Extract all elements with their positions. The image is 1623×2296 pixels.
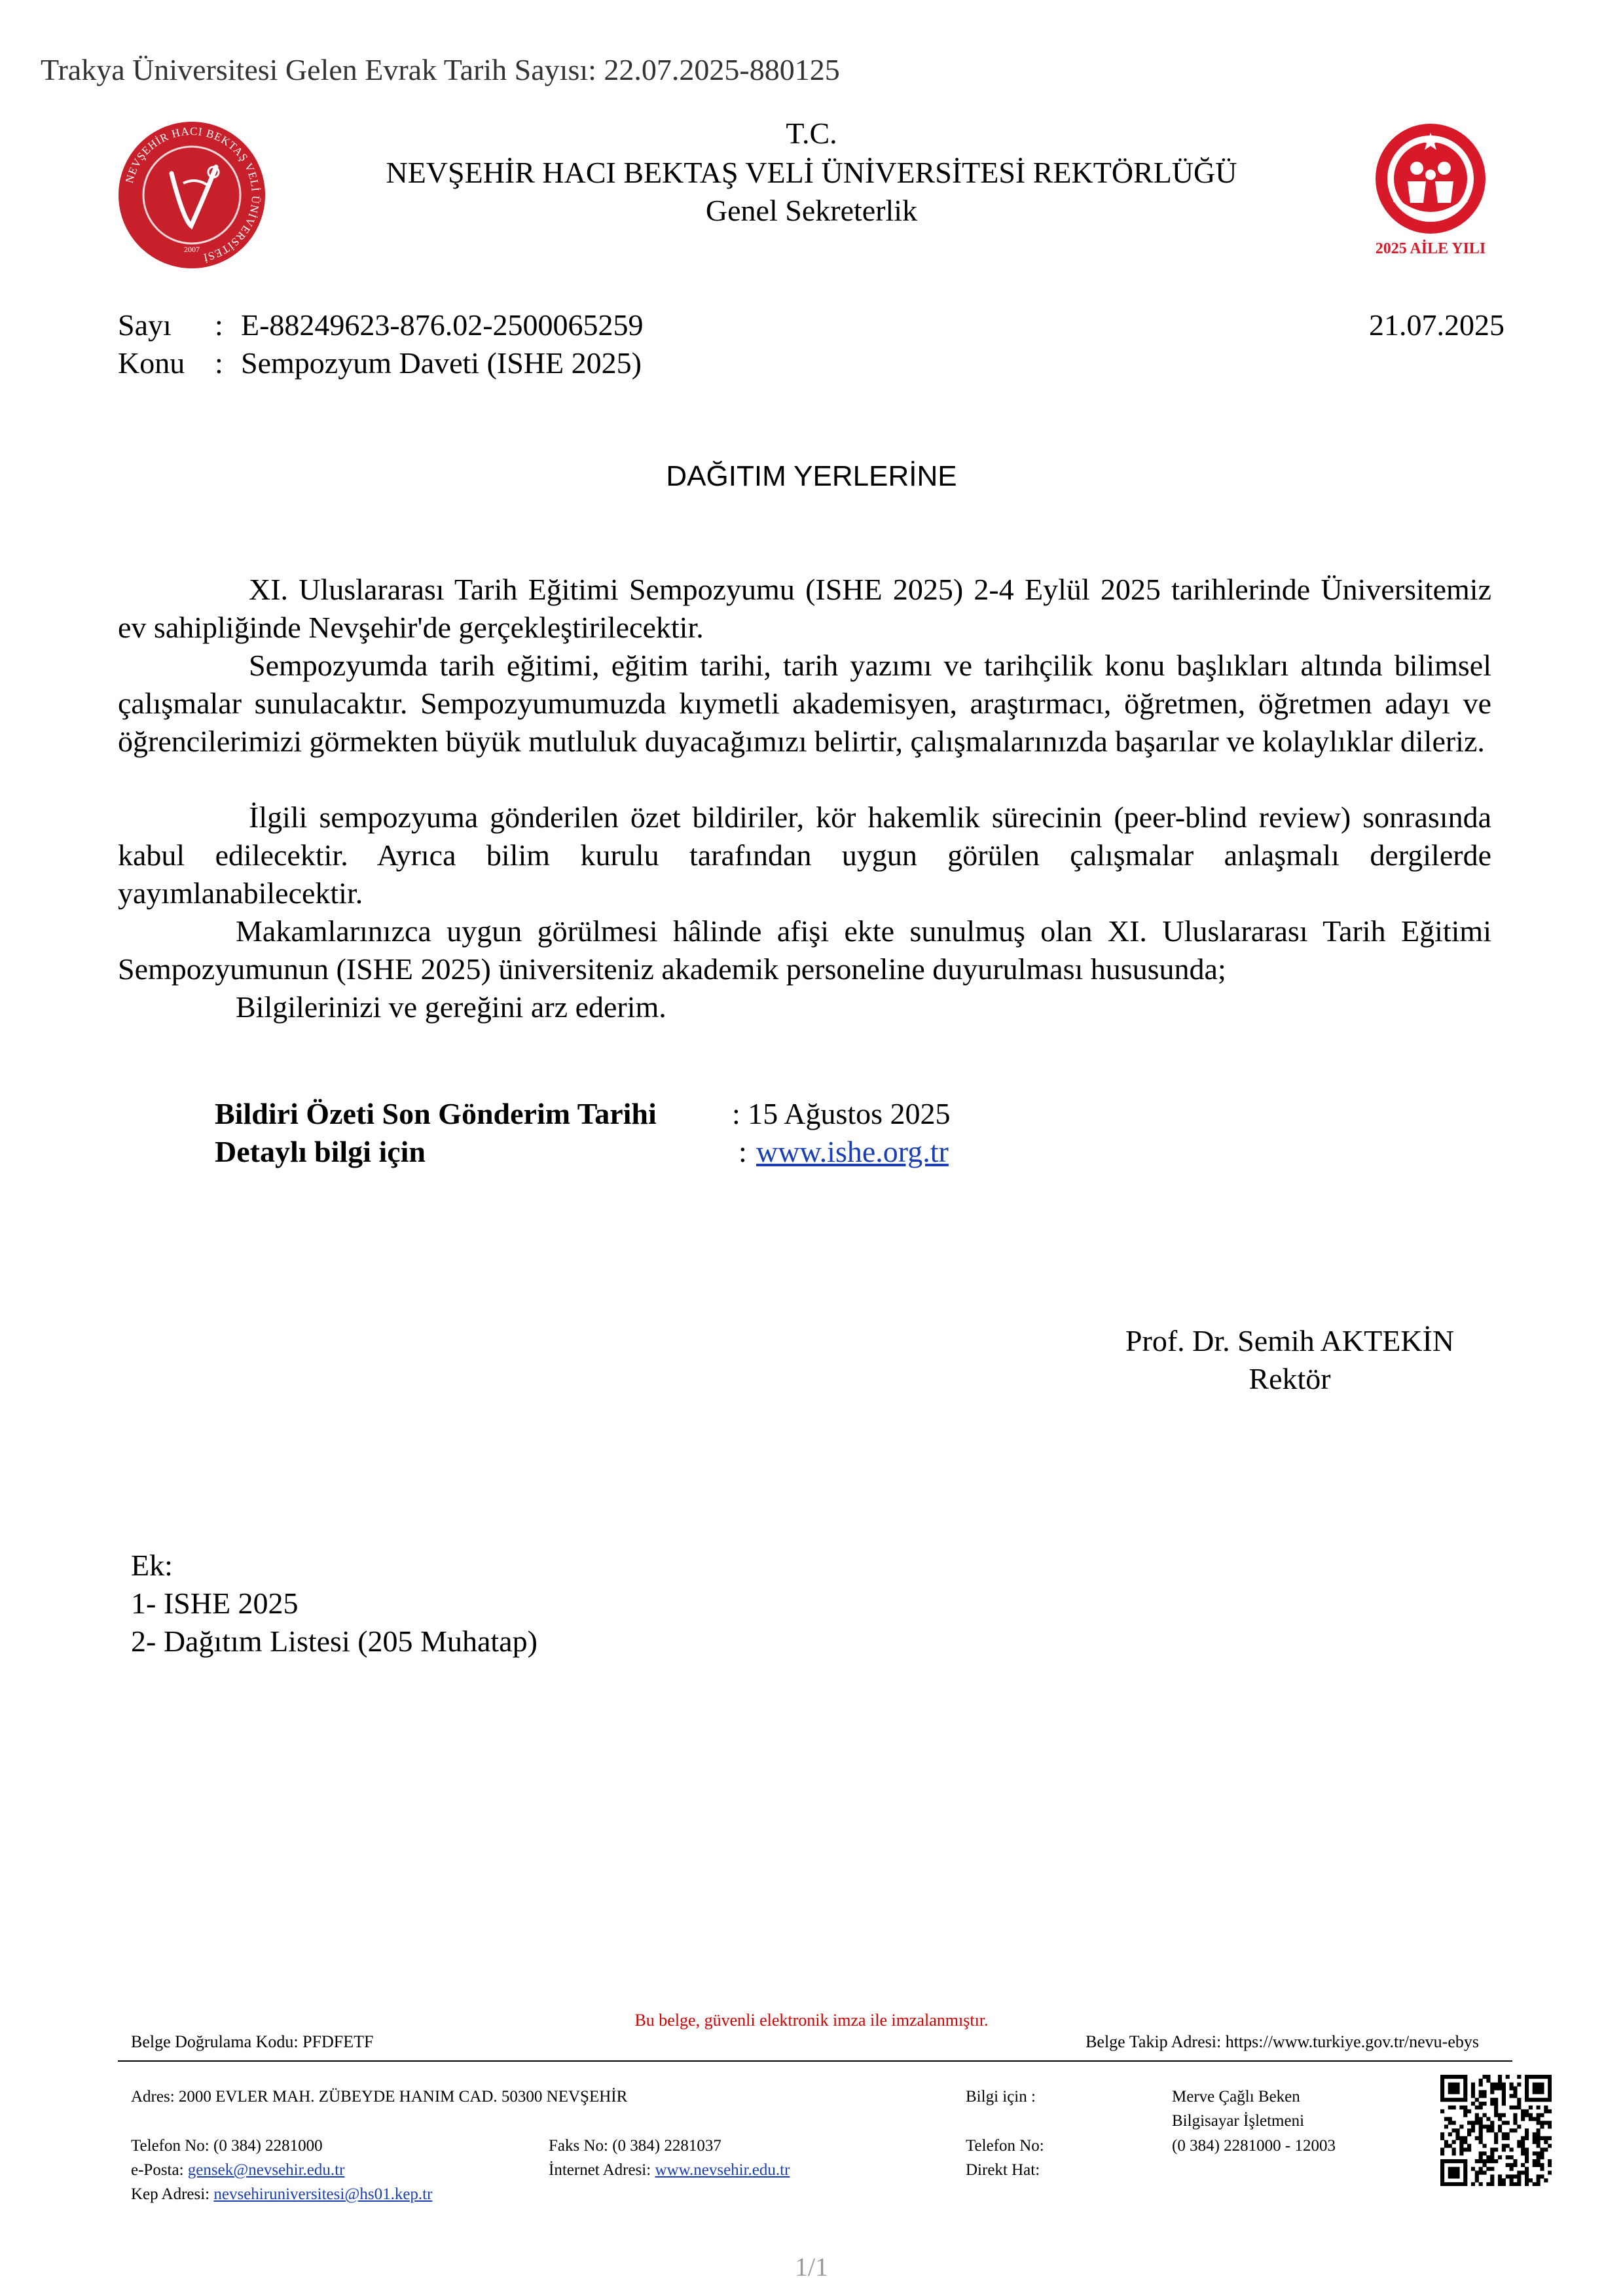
detail-label: Detaylı bilgi için xyxy=(215,1135,426,1168)
body-paragraph-1-text: XI. Uluslararası Tarih Eğitimi Sempozyumu (ISHE 2025) 2-4 Eylül 2025 tarihlerinde Üniversitemiz ev sahipliğinde Nevşehir'de gerçekleştirilecektir. xyxy=(118,573,1491,644)
subject-label: Konu xyxy=(118,346,185,380)
footer-contact-name: Merve Çağlı Beken xyxy=(1172,2088,1300,2106)
svg-text:NEVŞEHİR HACI BEKTAŞ VELİ ÜNİV: NEVŞEHİR HACI BEKTAŞ VELİ ÜNİVERSİTESİ xyxy=(122,124,263,264)
body-paragraph-4 xyxy=(118,912,1491,988)
body-paragraph-5-text: Bilgilerinizi ve gereğini arz ederim. xyxy=(236,990,666,1024)
footer-email-row xyxy=(131,2161,344,2179)
body-paragraph-3 xyxy=(118,798,1491,912)
family-year-logo xyxy=(1355,121,1506,265)
body-paragraph-2-text: Sempozyumda tarih eğitimi, eğitim tarihi, tarih yazımı ve tarihçilik konu başlıkları altında bilimsel çalışmalar sunulacaktır. Sempozyumumuzda kıymetli akademisyen, araştırmacı, öğretmen, öğretmen adayı ve öğrencilerimizi görmekten büyük mutluluk duyacağımızı belirtir, çalışmalarınızda başarılar ve kolaylıklar dileriz. xyxy=(118,649,1491,758)
detail-sep: : xyxy=(739,1135,747,1168)
body-paragraph-3-text: İlgili sempozyuma gönderilen özet bildiriler, kör hakemlik sürecinin (peer-blind review) sonrasında kabul edilecektir. Ayrıca bilim kurulu tarafından uygun görülen çalışmalar anlaşmalı dergilerde yayımlanabilecektir. xyxy=(118,800,1491,910)
header-tc: T.C. xyxy=(786,117,837,150)
footer-kep-link[interactable]: nevsehiruniversitesi@hs01.kep.tr xyxy=(213,2185,433,2203)
footer-divider xyxy=(118,2060,1512,2062)
attachment-item-1: 1- ISHE 2025 xyxy=(131,1587,299,1620)
qr-code xyxy=(1440,2075,1552,2186)
header-university: NEVŞEHİR HACI BEKTAŞ VELİ ÜNİVERSİTESİ REKTÖRLÜĞÜ xyxy=(386,156,1237,189)
body-paragraph-1 xyxy=(118,571,1491,647)
footer-contact-phone: (0 384) 2281000 - 12003 xyxy=(1172,2137,1336,2155)
esign-notice: Bu belge, güvenli elektronik imza ile imzalanmıştır. xyxy=(634,2011,989,2030)
header-unit: Genel Sekreterlik xyxy=(705,194,918,227)
signatory-name: Prof. Dr. Semih AKTEKİN xyxy=(1125,1324,1455,1357)
footer-phone: Telefon No: (0 384) 2281000 xyxy=(131,2137,323,2155)
subject-sep: : xyxy=(215,346,223,380)
footer-web-label: İnternet Adresi: xyxy=(549,2161,651,2179)
deadline-label: Bildiri Özeti Son Gönderim Tarihi xyxy=(215,1097,657,1130)
verification-code: Belge Doğrulama Kodu: PFDFETF xyxy=(131,2032,374,2051)
footer-info-label: Bilgi için : xyxy=(966,2088,1036,2106)
document-number: E-88249623-876.02-2500065259 xyxy=(241,308,644,342)
document-subject: Sempozyum Daveti (ISHE 2025) xyxy=(241,346,642,380)
incoming-document-stamp: Trakya Üniversitesi Gelen Evrak Tarih Sayısı: 22.07.2025-880125 xyxy=(41,53,840,86)
tracking-address: Belge Takip Adresi: https://www.turkiye.gov.tr/nevu-ebys xyxy=(1085,2032,1479,2051)
attachment-item-2: 2- Dağıtım Listesi (205 Muhatap) xyxy=(131,1624,538,1658)
page-number: 1/1 xyxy=(794,2252,829,2282)
footer-email-link[interactable]: gensek@nevsehir.edu.tr xyxy=(187,2161,345,2179)
body-paragraph-5 xyxy=(118,988,1491,1026)
body-paragraph-2 xyxy=(118,647,1491,761)
footer-fax: Faks No: (0 384) 2281037 xyxy=(549,2137,721,2155)
footer-address: Adres: 2000 EVLER MAH. ZÜBEYDE HANIM CAD. 50300 NEVŞEHİR xyxy=(131,2088,628,2106)
deadline-value: : 15 Ağustos 2025 xyxy=(732,1097,951,1130)
family-year-caption: 2025 AİLE YILI xyxy=(1375,240,1486,257)
number-sep: : xyxy=(215,308,223,342)
footer-kep-row xyxy=(131,2185,432,2204)
symposium-website-link[interactable]: www.ishe.org.tr xyxy=(756,1135,949,1168)
signatory-title: Rektör xyxy=(1249,1362,1331,1395)
number-label: Sayı xyxy=(118,308,172,342)
footer-contact-role: Bilgisayar İşletmeni xyxy=(1172,2112,1305,2130)
footer-contact-phone-label: Telefon No: xyxy=(966,2137,1044,2155)
footer-kep-label: Kep Adresi: xyxy=(131,2185,210,2203)
svg-text:2007: 2007 xyxy=(184,245,200,254)
footer-web-link[interactable]: www.nevsehir.edu.tr xyxy=(655,2161,790,2179)
body-paragraph-4-text: Makamlarınızca uygun görülmesi hâlinde afişi ekte sunulmuş olan XI. Uluslararası Tarih Eğitimi Sempozyumunun (ISHE 2025) üniversiteniz akademik personeline duyurulması hususunda; xyxy=(118,914,1491,986)
footer-web-row xyxy=(549,2161,790,2179)
document-date: 21.07.2025 xyxy=(1369,308,1504,342)
footer-direct-line-label: Direkt Hat: xyxy=(966,2161,1040,2179)
attachments-label: Ek: xyxy=(131,1549,173,1582)
footer-email-label: e-Posta: xyxy=(131,2161,184,2179)
recipient-heading: DAĞITIM YERLERİNE xyxy=(666,460,957,492)
